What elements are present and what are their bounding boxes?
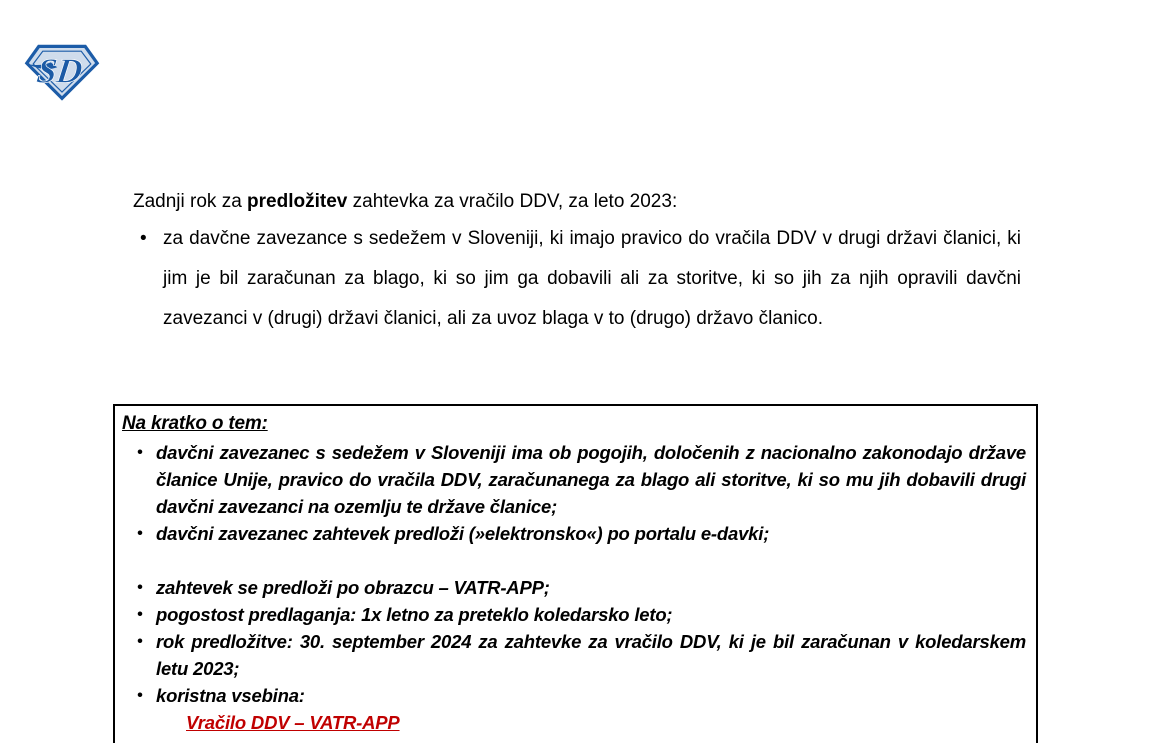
- summary-bullet-item: • davčni zavezanec s sedežem v Sloveniji ima ob pogojih, določenih z nacionalno zakonodajo države članice Unije, pravico do vračila DDV, zaračunanega za blago ali storitve, ki so mu jih dobavili drugi davčni zavezanci na ozemlju te države članice;: [122, 439, 1026, 520]
- summary-bullet-item: • davčni zavezanec zahtevek predloži (»elektronsko«) po portalu e-davki;: [122, 520, 1026, 547]
- deadline-heading: [133, 189, 1043, 215]
- summary-bullet-item: • rok predložitve: 30. september 2024 za zahtevke za vračilo DDV, ki je bil zaračunan v koledarskem letu 2023;: [122, 628, 1026, 682]
- intro-bullet-item: • za davčne zavezance s sedežem v Sloveniji, ki imajo pravico do vračila DDV v drugi državi članici, ki jim je bil zaračunan za blago, ki so jim ga dobavili ali za storitve, ki so jih za njih opravili davčni zavezanci v (drugi) državi članici, ali za uvoz blaga v to (drugo) državo članico.: [133, 219, 1021, 339]
- summary-list: [122, 439, 1026, 709]
- cutoff-red-link[interactable]: Vračilo DDV – VATR-APP: [186, 712, 400, 733]
- heading-post: zahtevka za vračilo DDV, za leto 2023:: [347, 191, 678, 212]
- intro-bullet-paragraph: [133, 219, 1021, 339]
- summary-bullet-item: • pogostost predlaganja: 1x letno za preteklo koledarsko leto;: [122, 601, 1026, 628]
- summary-bullet-item: • zahtevek se predloži po obrazcu – VATR-APP;: [122, 574, 1026, 601]
- summary-bullet-item: • koristna vsebina:: [122, 682, 1026, 709]
- heading-pre: Zadnji rok za: [133, 191, 248, 212]
- summary-box: [113, 404, 1038, 743]
- summary-box-title: Na kratko o tem:: [122, 413, 268, 434]
- sd-logo: [22, 42, 102, 102]
- logo-letters: SD: [34, 50, 86, 91]
- heading-bold: predložitev: [247, 191, 348, 212]
- sd-logo-icon: [22, 42, 102, 102]
